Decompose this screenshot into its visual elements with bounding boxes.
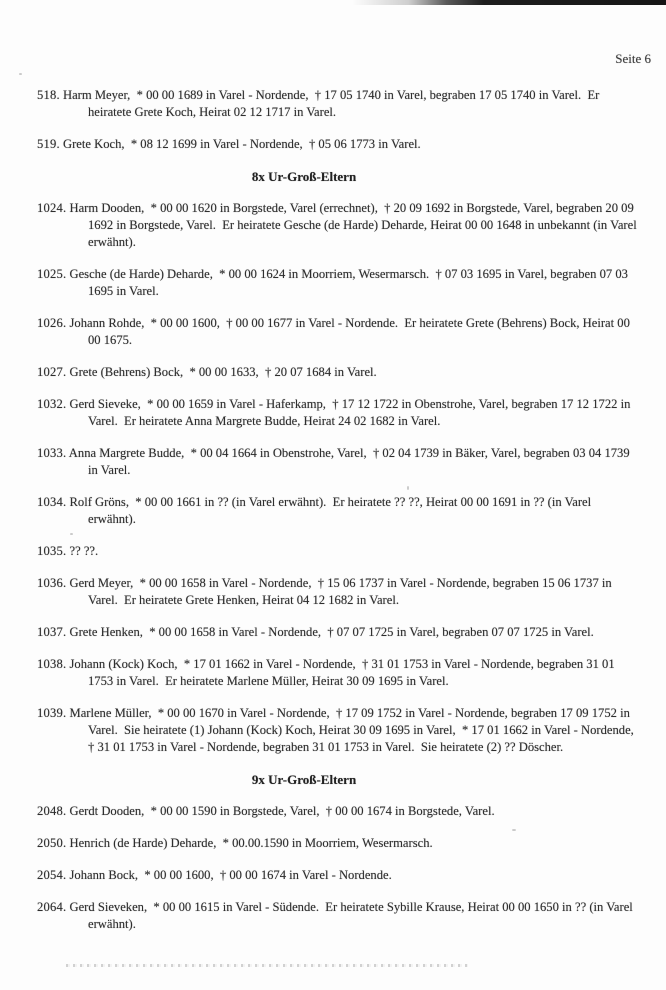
scan-artifact-bottom-line xyxy=(66,964,468,967)
entry-text: Anna Margrete Budde, * 00 04 1664 in Obenstrohe, Varel, † 02 04 1739 in Bäker, Varel, begraben 03 04 1739 in Varel. xyxy=(66,446,633,477)
entry-text: Harm Meyer, * 00 00 1689 in Varel - Nordende, † 17 05 1740 in Varel, begraben 17 05 1740 in Varel. Er heiratete Grete Koch, Heirat 02 12 1717 in Varel. xyxy=(59,88,603,119)
entry-text: Henrich (de Harde) Deharde, * 00.00.1590 in Moorriem, Wesermarsch. xyxy=(66,836,433,850)
entry-text: Gerd Sieveken, * 00 00 1615 in Varel - Südende. Er heiratete Sybille Krause, Heirat 00 00 1650 in ?? (in Varel erwähnt). xyxy=(66,900,636,931)
scan-artifact-top-bar xyxy=(352,0,666,5)
page-number: Seite 6 xyxy=(615,51,651,66)
entry-text: Gerd Sieveke, * 00 00 1659 in Varel - Haferkamp, † 17 12 1722 in Obenstrohe, Varel, begraben 17 12 1722 in Varel. Er heiratete Anna Margrete Budde, Heirat 24 02 1682 in Varel. xyxy=(66,397,634,428)
entry xyxy=(37,364,637,381)
entry xyxy=(37,266,637,300)
entry-number: 1035. xyxy=(37,544,67,558)
entry xyxy=(37,315,637,349)
entry-text: Marlene Müller, * 00 00 1670 in Varel - Nordende, † 17 09 1752 in Varel - Nordende, begraben 17 09 1752 in Varel. Sie heiratete (1) Johann (Kock) Koch, Heirat 30 09 1695 in Varel, * 17 01 1662 in Varel - Nordende, † 31 01 1753 in Varel - Nordende, begraben 31 01 1753 in Varel. Sie heiratete (2) ?? Döscher. xyxy=(66,706,641,754)
entry-number: 1024. xyxy=(37,201,67,215)
entry-text: Rolf Gröns, * 00 00 1661 in ?? (in Varel erwähnt). Er heiratete ?? ??, Heirat 00 00 1691 in ?? (in Varel erwähnt). xyxy=(66,495,595,526)
entry-number: 2048. xyxy=(37,804,67,818)
section-heading: 9x Ur-Groß-Eltern xyxy=(251,772,357,787)
entry-number: 1037. xyxy=(37,625,67,639)
entry-text: Grete Koch, * 08 12 1699 in Varel - Nordende, † 05 06 1773 in Varel. xyxy=(59,137,421,151)
entry-text: Gerdt Dooden, * 00 00 1590 in Borgstede, Varel, † 00 00 1674 in Borgstede, Varel. xyxy=(66,804,495,818)
entry-text: Grete Henken, * 00 00 1658 in Varel - Nordende, † 07 07 1725 in Varel, begraben 07 07 1725 in Varel. xyxy=(66,625,594,639)
entry-text: Johann Bock, * 00 00 1600, † 00 00 1674 in Varel - Nordende. xyxy=(66,868,392,882)
entry xyxy=(37,575,637,609)
entry-number: 1034. xyxy=(37,495,67,509)
entry xyxy=(37,396,637,430)
entry-number: 1026. xyxy=(37,316,67,330)
scan-speck xyxy=(70,533,73,535)
entry xyxy=(37,867,637,884)
entry xyxy=(37,624,637,641)
entry-number: 1036. xyxy=(37,576,67,590)
entry-number: 1032. xyxy=(37,397,67,411)
scan-speck xyxy=(19,73,22,75)
entry-number: 1039. xyxy=(37,706,67,720)
entry-text: Harm Dooden, * 00 00 1620 in Borgstede, Varel (errechnet), † 20 09 1692 in Borgstede, Varel, begraben 20 09 1692 in Borgstede, Varel. Er heiratete Gesche (de Harde) Deharde, Heirat 00 00 1648 in unbekannt (in Varel erwähnt). xyxy=(66,201,640,249)
entry-number: 1025. xyxy=(37,267,67,281)
scan-speck xyxy=(512,829,516,831)
entry xyxy=(37,494,637,528)
entry xyxy=(37,445,637,479)
entry xyxy=(37,543,637,560)
entry-number: 519. xyxy=(37,137,60,151)
entry xyxy=(37,200,640,251)
entry-number: 2050. xyxy=(37,836,67,850)
entry-number: 1033. xyxy=(37,446,67,460)
entry-number: 518. xyxy=(37,88,60,102)
entry xyxy=(37,705,641,756)
entry-number: 1027. xyxy=(37,365,67,379)
document-body xyxy=(37,87,641,948)
entry-number: 2054. xyxy=(37,868,67,882)
entry-number: 1038. xyxy=(37,657,67,671)
entry xyxy=(37,656,637,690)
entry-text: Johann Rohde, * 00 00 1600, † 00 00 1677 in Varel - Nordende. Er heiratete Grete (Behrens) Bock, Heirat 00 00 1675. xyxy=(66,316,634,347)
entry-text: ?? ??. xyxy=(66,544,99,558)
entry xyxy=(37,803,637,820)
entry xyxy=(37,87,637,121)
scan-speck xyxy=(407,486,409,490)
entry xyxy=(37,835,637,852)
entry-text: Johann (Kock) Koch, * 17 01 1662 in Varel - Nordende, † 31 01 1753 in Varel - Nordende, begraben 31 01 1753 in Varel. Er heiratete Marlene Müller, Heirat 30 09 1695 in Varel. xyxy=(66,657,618,688)
section-heading: 8x Ur-Groß-Eltern xyxy=(251,169,357,184)
entry xyxy=(37,136,637,153)
entry-number: 2064. xyxy=(37,900,67,914)
entry-text: Grete (Behrens) Bock, * 00 00 1633, † 20 07 1684 in Varel. xyxy=(66,365,377,379)
entry-text: Gesche (de Harde) Deharde, * 00 00 1624 in Moorriem, Wesermarsch. † 07 03 1695 in Varel, begraben 07 03 1695 in Varel. xyxy=(66,267,632,298)
entry xyxy=(37,899,637,933)
entry-text: Gerd Meyer, * 00 00 1658 in Varel - Nordende, † 15 06 1737 in Varel - Nordende, begraben 15 06 1737 in Varel. Er heiratete Grete Henken, Heirat 04 12 1682 in Varel. xyxy=(66,576,615,607)
